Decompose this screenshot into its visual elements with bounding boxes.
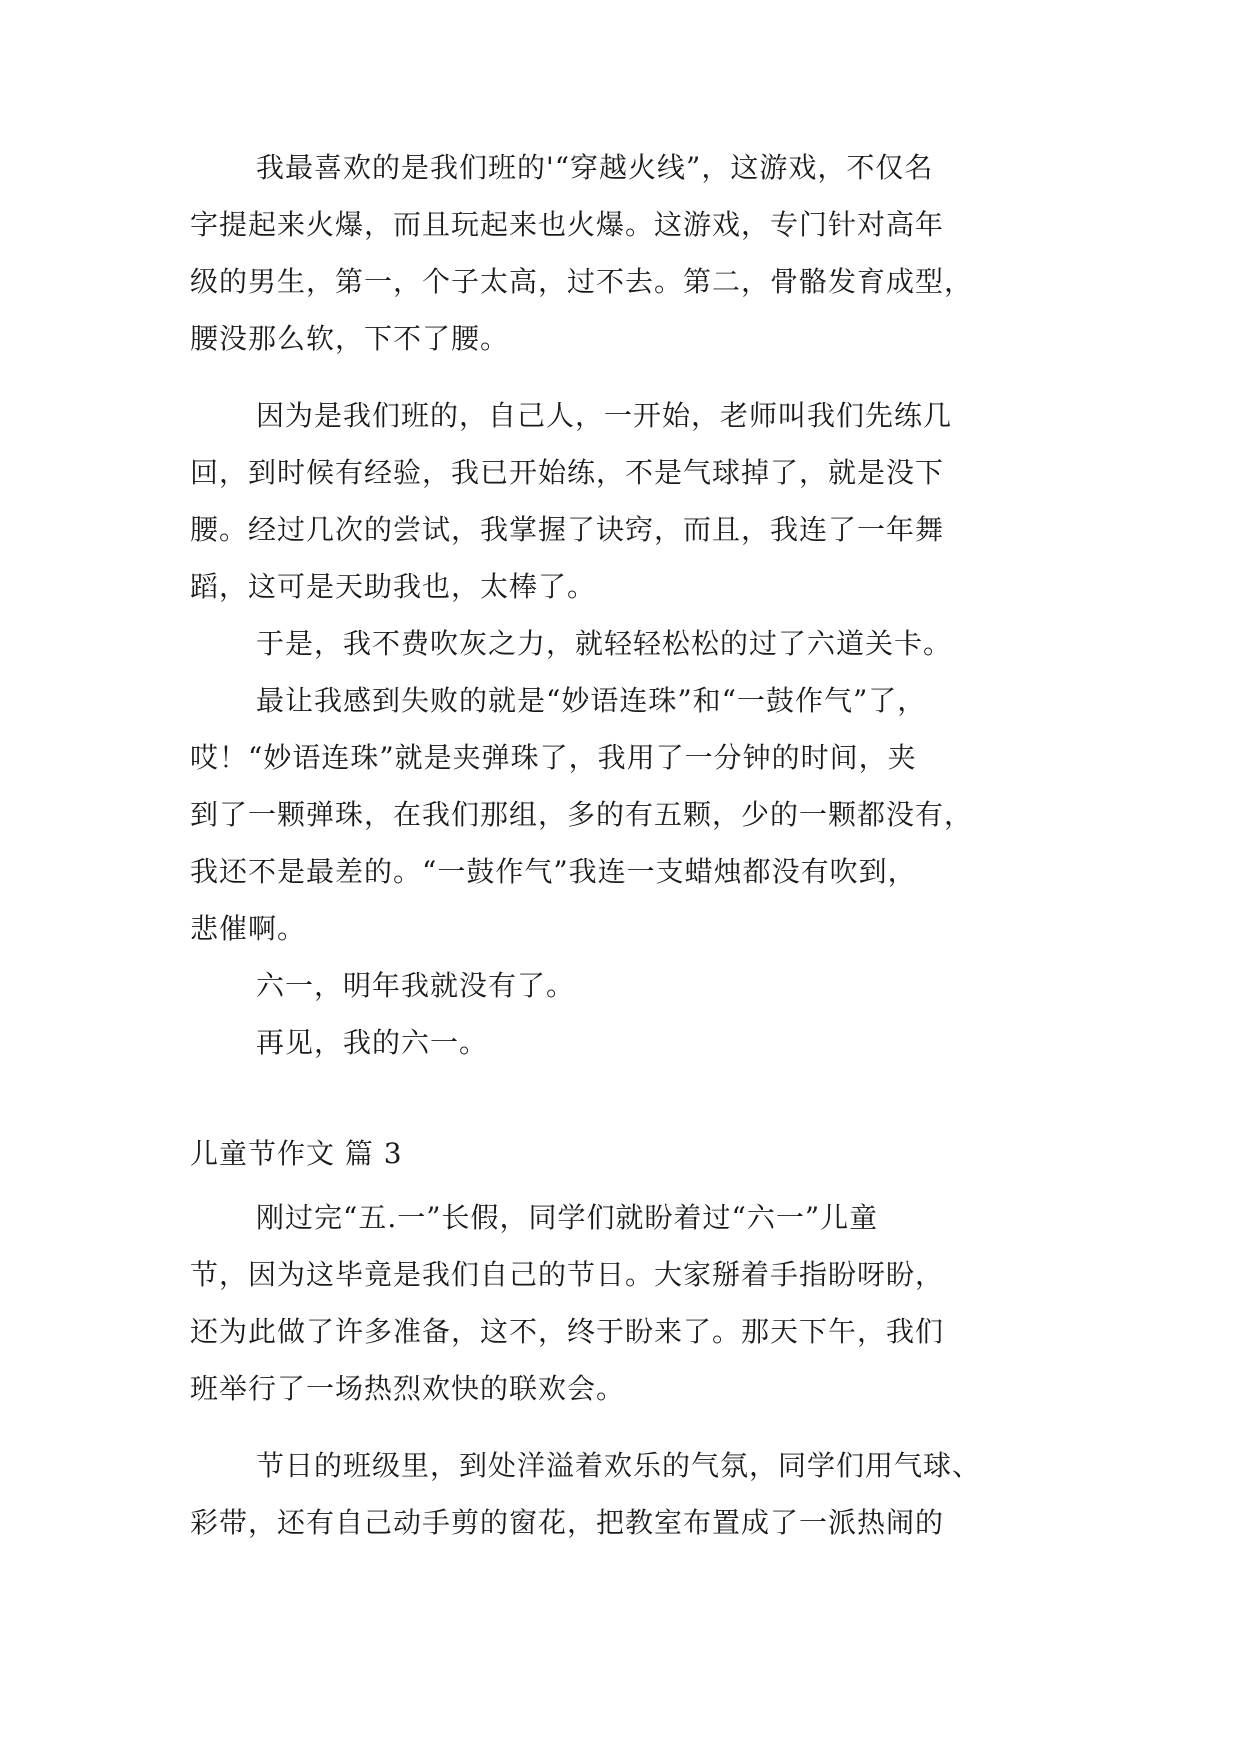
paragraph-line: 再见，我的六一。 [256, 1026, 489, 1059]
paragraph-line: 腰。经过几次的尝试，我掌握了诀窍，而且，我连了一年舞 [190, 513, 945, 546]
paragraph-line: 我还不是最差的。“一鼓作气”我连一支蜡烛都没有吹到， [190, 855, 917, 888]
paragraph-line: 腰没那么软，下不了腰。 [190, 322, 510, 355]
paragraph-line: 因为是我们班的，自己人，一开始，老师叫我们先练几 [256, 399, 953, 432]
paragraph-line: 六一，明年我就没有了。 [256, 969, 576, 1002]
paragraph-line: 回，到时候有经验，我已开始练，不是气球掉了，就是没下 [190, 456, 945, 489]
paragraph-line: 节日的班级里，到处洋溢着欢乐的气氛，同学们用气球、 [256, 1449, 982, 1482]
paragraph-line: 哎！“妙语连珠”就是夹弹珠了，我用了一分钟的时间，夹 [190, 741, 917, 774]
paragraph-line: 班举行了一场热烈欢快的联欢会。 [190, 1372, 626, 1405]
paragraph-line: 我最喜欢的是我们班的'“穿越火线”，这游戏，不仅名 [256, 151, 934, 184]
paragraph-line: 还为此做了许多准备，这不，终于盼来了。那天下午，我们 [190, 1315, 945, 1348]
paragraph-line: 节，因为这毕竟是我们自己的节日。大家掰着手指盼呀盼， [190, 1258, 945, 1291]
paragraph-line: 蹈，这可是天助我也，太棒了。 [190, 570, 597, 603]
paragraph-line: 到了一颗弹珠，在我们那组，多的有五颗，少的一颗都没有， [190, 798, 974, 831]
section-heading: 儿童节作文 篇 3 [190, 1137, 403, 1170]
paragraph-line: 级的男生，第一，个子太高，过不去。第二，骨骼发育成型， [190, 265, 974, 298]
paragraph-line: 彩带，还有自己动手剪的窗花，把教室布置成了一派热闹的 [190, 1506, 945, 1539]
paragraph-line: 于是，我不费吹灰之力，就轻轻松松的过了六道关卡。 [256, 627, 953, 660]
paragraph-line: 刚过完“五.一”长假，同学们就盼着过“六一”儿童 [256, 1201, 879, 1234]
paragraph-line: 字提起来火爆，而且玩起来也火爆。这游戏，专门针对高年 [190, 208, 945, 241]
paragraph-line: 最让我感到失败的就是“妙语连珠”和“一鼓作气”了， [256, 684, 927, 717]
paragraph-line: 悲催啊。 [190, 912, 307, 945]
